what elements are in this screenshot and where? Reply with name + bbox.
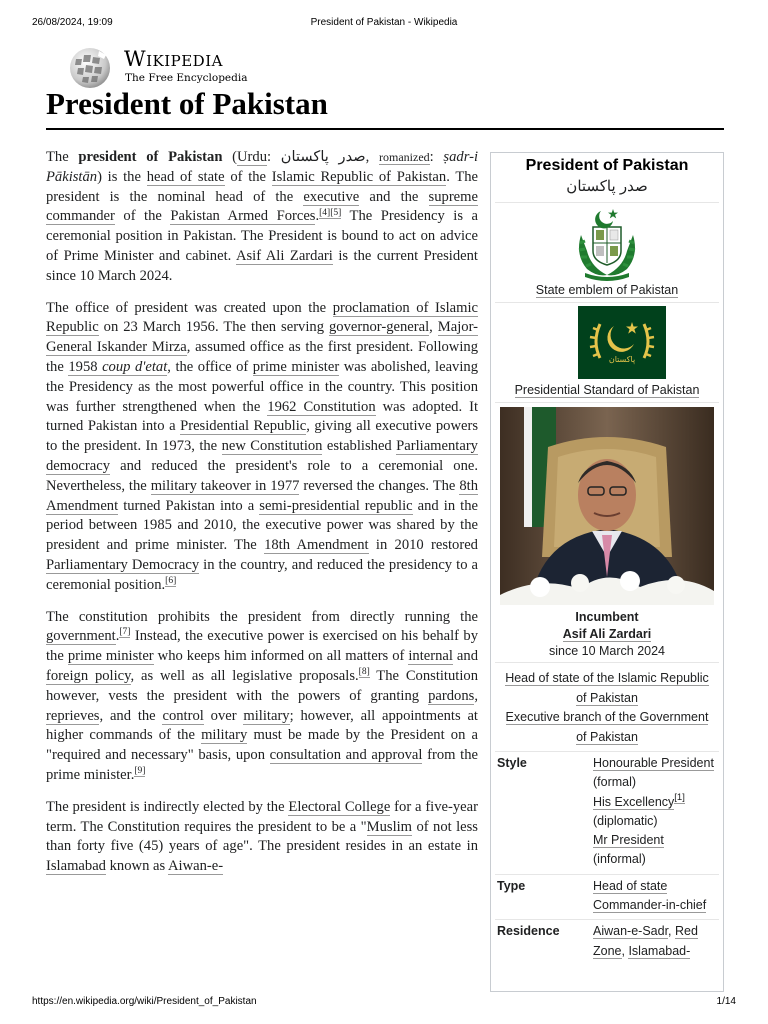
text: , [668,924,675,939]
link-iskander-mirza[interactable]: Major-General Iskander Mirza [46,319,479,356]
text: : [429,149,444,165]
citation[interactable]: [6] [165,575,177,586]
link-state-emblem[interactable]: State emblem of Pakistan [535,283,679,297]
link-executive[interactable]: executive [303,188,360,205]
text: over [203,707,244,724]
text: known as [105,858,169,875]
text: , the office of [167,358,253,375]
text: Instead, the executive power is exercised on his behalf by the [46,628,478,665]
text: , [621,943,629,958]
link-asif-ali-zardari[interactable]: Asif Ali Zardari [235,247,333,264]
print-date: 26/08/2024, 19:09 [32,17,113,28]
text: . [115,628,120,645]
infobox-row-residence [495,920,719,965]
link-head-of-state-type[interactable]: Head of state [593,878,668,893]
link-military-takeover[interactable]: military takeover in 1977 [150,477,300,494]
link-presidential-standard[interactable]: Presidential Standard of Pakistan [514,383,700,397]
link-semi-presidential[interactable]: semi-presidential republic [259,497,413,514]
bold-term: president of Pakistan [78,149,223,165]
text: of not less than forty five (45) years of age". The president resides in an estate in [46,818,478,855]
article-body [46,148,478,889]
text: and [452,648,478,665]
link-presidential-republic[interactable]: Presidential Republic [180,418,307,435]
infobox-emblem-section [495,203,719,303]
citation[interactable]: [8] [358,667,370,678]
link-foreign-policy[interactable]: foreign policy [46,667,131,684]
link-aiwan-e-sadr-infobox[interactable]: Aiwan-e-Sadr [593,924,669,939]
text: The constitution prohibits the president from directly running the [46,608,478,625]
paragraph-intro [46,148,478,287]
text: in the country, and reduced the presidency to a ceremonial position. [46,556,478,593]
text: : صدر پاکستان, [267,149,379,165]
link-incumbent-name[interactable]: Asif Ali Zardari [562,627,652,641]
link-new-constitution[interactable]: new Constitution [221,438,323,455]
link-parliamentary-democracy-2[interactable]: Parliamentary Democracy [46,556,200,573]
citation[interactable]: [4] [319,207,331,218]
link-control[interactable]: control [162,707,204,724]
text: , and the [99,707,163,724]
text: ; however, all appointments at higher commands of the [46,707,478,744]
text: from the prime minister. [46,747,478,783]
incumbent-since: since 10 March 2024 [548,644,666,658]
state-emblem-icon[interactable] [573,205,641,281]
link-prime-minister[interactable]: prime minister [252,358,340,375]
citation[interactable]: [1] [674,792,685,804]
text: was abolished, leaving the Presidency as the most powerful office in the country. This position was further strengthened when the [46,358,478,415]
infobox [490,152,724,992]
text: was adopted. It turned Pakistan into a [46,398,478,435]
text: and reduced the president's role to a ceremonial one. Nevertheless, the [46,457,478,494]
link-8th-amendment[interactable]: 8th Amendment [46,477,478,514]
link-military-2[interactable]: military [201,727,248,744]
text: The president is indirectly elected by the [46,798,289,815]
link-pardons[interactable]: pardons [428,687,475,704]
print-title: President of Pakistan - Wikipedia [310,17,458,28]
text: The Presidency is a ceremonial position in Pakistan. The President is bound to act on advice of Prime Minister and cabinet. [46,208,478,264]
text: established [322,438,397,455]
infobox-portrait-section [495,403,719,663]
infobox-title: President of Pakistan [525,157,689,174]
style-note: (diplomatic) [593,813,658,828]
paragraph-history [46,299,478,596]
wikipedia-logo[interactable] [66,45,266,89]
link-islamabad-infobox[interactable]: Islamabad- [628,943,691,958]
infobox-row-type [495,875,719,921]
link-head-of-state-islamic-republic[interactable]: Head of state of the Islamic Republic of Pakistan [505,671,709,705]
wikipedia-globe-icon [66,45,114,89]
crescent-star-icon [578,306,666,379]
link-1958[interactable]: 1958 [68,358,98,375]
text: reversed the changes. The [299,477,460,494]
incumbent-label: Incumbent [575,610,639,624]
link-parliamentary-democracy[interactable]: Parliamentary democracy [46,438,478,474]
text: of the [224,168,272,185]
paragraph-election [46,798,478,877]
text: , giving all executive powers to the president. In 1973, the [46,418,478,455]
text: ) is the [97,168,147,185]
link-prime-minister-2[interactable]: prime minister [67,648,154,665]
text: . The president is the nominal head of the [46,168,479,205]
citation[interactable]: [5] [330,207,342,218]
presidential-standard-flag[interactable] [578,306,666,379]
title-divider [46,128,724,130]
print-header [32,17,736,31]
print-url: https://en.wikipedia.org/wiki/President_of_Pakistan [32,996,257,1007]
link-military[interactable]: military [243,707,290,724]
link-1962-constitution[interactable]: 1962 Constitution [267,398,376,415]
text: The Constitution however, vests the president with the powers of granting [46,667,478,704]
text: who keeps him informed on all matters of [153,648,409,665]
portrait-photo[interactable] [500,407,714,605]
style-note: (informal) [593,852,646,867]
link-urdu[interactable]: Urdu [237,149,268,165]
text: , [429,319,438,336]
link-government[interactable]: government [46,628,116,645]
citation[interactable]: [9] [134,766,146,777]
link-internal[interactable]: internal [408,648,453,665]
link-coup-detat[interactable]: coup d'etat [97,358,168,375]
style-note: (formal) [593,775,637,790]
text: . [315,208,320,225]
romanized-term: ṣadr-i Pākistān [46,149,478,185]
text: The office of president was created upon the [46,299,333,316]
print-page-count: 1/14 [716,996,736,1007]
standard-text: پاکستان [608,355,636,364]
link-armed-forces[interactable]: Pakistan Armed Forces [170,208,316,225]
link-executive-branch[interactable]: Executive branch of the Government of Pakistan [505,710,709,744]
link-proclamation[interactable]: proclamation of Islamic Republic [46,299,479,336]
infobox-standard-section [495,303,719,403]
link-islamic-republic[interactable]: Islamic Republic of Pakistan [271,168,447,185]
text: , [474,687,478,704]
incumbent-block [495,609,719,660]
link-romanized[interactable]: romanized [379,150,430,164]
link-red-zone[interactable]: Red Zone [593,924,698,958]
link-honourable-president[interactable]: Honourable President [593,756,714,770]
text: in 2010 restored [368,537,478,554]
link-electoral-college[interactable]: Electoral College [288,798,391,815]
page-title: President of Pakistan [46,86,328,121]
text: on 23 March 1956. The then serving [98,319,329,336]
text: , assumed office as the first president. Following the [46,339,478,375]
infobox-label-style: Style [497,756,527,770]
link-commander-in-chief[interactable]: Commander-in-chief [593,898,707,913]
infobox-branch-links [495,663,719,752]
link-mr-president[interactable]: Mr President [593,833,664,848]
text: of the [114,208,171,225]
link-supreme-commander[interactable]: supreme commander [46,188,478,225]
link-muslim[interactable]: Muslim [366,818,413,835]
infobox-urdu-title: صدر پاکستان [495,177,719,203]
citation[interactable]: [7] [119,627,131,638]
text: is the current President since 10 March 2024. [46,247,478,284]
infobox-label-residence: Residence [497,924,560,939]
link-consultation[interactable]: consultation and approval [269,747,423,764]
link-his-excellency[interactable]: His Excellency [593,794,675,809]
text: and in the period between 1985 and 2010, the executive power was shared by the president and prime minister. The [46,497,478,554]
wikipedia-wordmark: Wikipedia [124,47,223,71]
text: for a five-year term. The Constitution requires the president to be a " [46,798,478,835]
text: and the [359,188,429,205]
link-reprieves[interactable]: reprieves [46,707,100,724]
link-18th-amendment[interactable]: 18th Amendment [264,537,369,554]
link-islamabad[interactable]: Islamabad [46,858,106,875]
infobox-label-type: Type [497,878,526,893]
link-aiwan-e-sadr[interactable]: Aiwan-e- [168,858,224,875]
print-footer [32,996,736,1010]
text: must be made by the President on a "required and necessary" basis, upon [46,727,478,764]
paragraph-powers [46,608,478,786]
text: ( [222,149,238,165]
text: turned Pakistan into a [118,497,260,514]
wikipedia-tagline: The Free Encyclopedia [125,72,248,84]
text: The [46,149,79,165]
portrait-image-icon [500,407,714,605]
infobox-row-style [495,752,719,875]
link-head-of-state[interactable]: head of state [146,168,225,185]
link-governor-general[interactable]: governor-general [328,319,430,336]
text: , as well as all legislative proposals. [130,667,359,684]
